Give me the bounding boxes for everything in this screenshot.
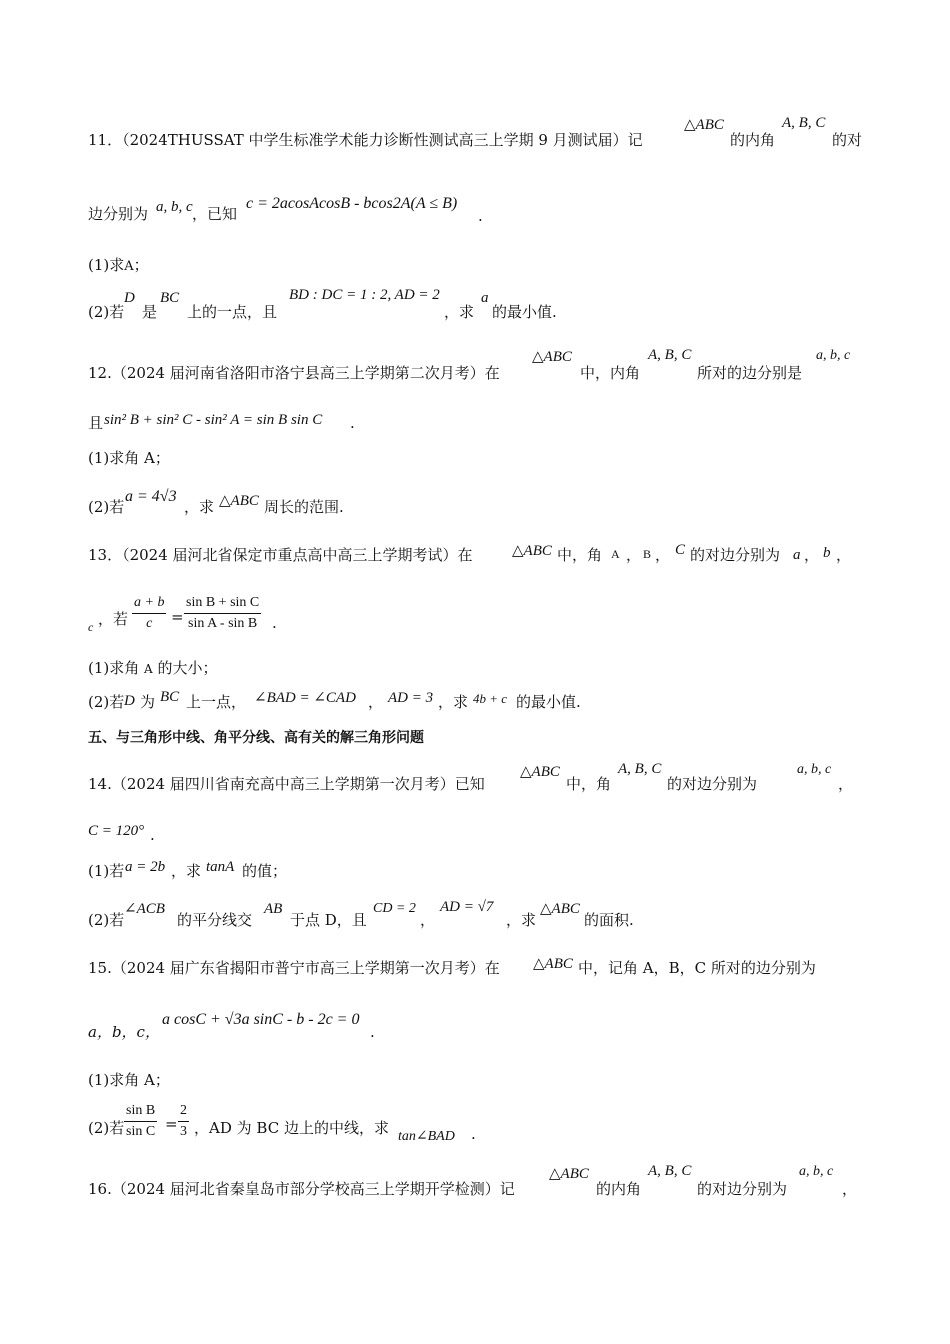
q11-part1: (1)求A；: [88, 256, 149, 274]
q13-text-angle: 中，角: [557, 546, 603, 564]
q14-angle: ∠ACB: [124, 901, 165, 917]
q13-var-bc: BC: [160, 689, 180, 705]
q11-var-a: a: [481, 290, 489, 306]
q15-frac-sin-den: sin C: [126, 1124, 156, 1139]
q14-ad-cond: AD = √7: [440, 899, 494, 915]
q16-angles: A, B, C: [648, 1163, 692, 1179]
q14-header: 14.（2024 届四川省南充高中高三上学期第一次月考）已知: [88, 775, 485, 793]
q13-text-if: ，若: [98, 610, 129, 628]
q12-angles: A, B, C: [648, 347, 692, 363]
q11-text-given: ，已知: [192, 205, 238, 223]
q15-header: 15.（2024 届广东省揭阳市普宁市高三上学期第一次月考）在: [88, 959, 500, 977]
q11-text-opposite: 的对: [832, 131, 863, 149]
q13-frac-left: [132, 596, 166, 631]
q12-text-opposite: 所对的边分别是: [697, 364, 803, 382]
q11-sides: a, b, c: [156, 199, 193, 215]
q11-header: 11．（2024THUSSAT 中学生标准学术能力诊断性测试高三上学期 9 月测试届）记: [88, 131, 643, 149]
q11-text-inner-angle: 的内角: [730, 131, 776, 149]
q14-triangle-2: △ABC: [540, 901, 580, 917]
q11-angles: A, B, C: [782, 115, 826, 131]
q13-text-qiu: ，求: [438, 693, 469, 711]
q13-eq: =: [171, 608, 184, 626]
q12-formula: sin² B + sin² C - sin² A = sin B sin C: [104, 412, 323, 428]
q12-part2-pre: (2)若: [88, 498, 125, 516]
q11-text-qiu: ，求: [444, 303, 475, 321]
q13-comma-2: ，: [655, 546, 671, 564]
q15-frac-ratio-num: 2: [178, 1104, 189, 1122]
q14-text-qiu: ，求: [171, 862, 202, 880]
q13-comma-1: ，: [626, 546, 642, 564]
q12-text-qiu: ，求: [184, 498, 215, 516]
q12-text-inner-angle: 中，内角: [580, 364, 641, 382]
q14-text-area: 的面积.: [584, 911, 634, 929]
q11-text-shi: 是: [142, 303, 158, 321]
q12-text-and: 且: [88, 414, 104, 432]
q13-var-a: a: [793, 547, 801, 563]
q13-angle-cond: ∠BAD = ∠CAD: [254, 690, 356, 706]
q15-triangle: △ABC: [533, 956, 573, 972]
q14-tan: tanA: [206, 859, 235, 875]
q14-sides: a, b, c: [797, 762, 832, 777]
q14-var-ab: AB: [264, 901, 283, 917]
q13-frac-right-num: sin B + sin C: [184, 596, 261, 614]
q13-ad-cond: AD = 3: [388, 690, 434, 706]
q14-text-qiu-2: ，求: [506, 911, 537, 929]
q13-text-wei: 为: [140, 693, 156, 711]
q13-comma-3: ，: [804, 546, 820, 564]
q16-text-inner-angle: 的内角: [596, 1180, 642, 1198]
q12-text-perimeter: 周长的范围.: [264, 498, 344, 516]
q13-text-opposite: 的对边分别为: [690, 546, 781, 564]
q15-text-opposite: 中，记角 A，B，C 所对的边分别为: [578, 959, 816, 977]
q14-text-angle: 中，角: [566, 775, 612, 793]
q14-angles: A, B, C: [618, 761, 662, 777]
q11-formula: c = 2acosAcosB - bcos2A(A ≤ B): [246, 195, 458, 212]
q12-part1: (1)求角 A；: [88, 449, 170, 467]
q13-frac-right-den: sin A - sin B: [188, 616, 258, 631]
q15-period-2: .: [471, 1125, 476, 1143]
q13-var-B: B: [643, 547, 652, 561]
q11-condition: BD : DC = 1 : 2, AD = 2: [289, 287, 440, 303]
q16-text-opposite: 的对边分别为: [697, 1180, 788, 1198]
q14-comma: ，: [838, 775, 854, 793]
q13-comma-5: ，: [368, 693, 384, 711]
q16-header: 16.（2024 届河北省秦皇岛市部分学校高三上学期开学检测）记: [88, 1180, 515, 1198]
q13-part1: (1)求角 A 的大小；: [88, 659, 218, 677]
q14-part1-pre: (1)若: [88, 862, 125, 880]
q12-period: .: [350, 414, 355, 432]
q13-frac-left-den: c: [146, 616, 153, 631]
q16-triangle: △ABC: [549, 1166, 589, 1182]
q14-period: .: [150, 826, 155, 844]
q15-formula: a cosC + √3a sinC - b - 2c = 0: [162, 1011, 360, 1028]
q12-sides: a, b, c: [816, 348, 851, 363]
q15-frac-ratio: [178, 1104, 189, 1139]
q14-triangle: △ABC: [520, 764, 560, 780]
q15-eq: =: [165, 1115, 178, 1133]
q15-part1: (1)求角 A；: [88, 1071, 170, 1089]
q13-var-d: D: [124, 693, 135, 709]
q13-expr: 4b + c: [473, 691, 508, 706]
q16-sides: a, b, c: [799, 1164, 834, 1179]
q14-condition: C = 120°: [88, 823, 145, 839]
q13-frac-right: [184, 596, 261, 631]
q13-triangle: △ABC: [512, 543, 552, 559]
q11-part2-pre: (2)若: [88, 303, 125, 321]
q15-frac-sin-num: sin B: [124, 1104, 157, 1122]
q14-text-value: 的值；: [242, 862, 288, 880]
q12-header: 12.（2024 届河南省洛阳市洛宁县高三上学期第二次月考）在: [88, 364, 500, 382]
q15-frac-sin: [124, 1104, 157, 1139]
q13-frac-left-num: a + b: [132, 596, 166, 614]
q11-text-min: 的最小值.: [492, 303, 557, 321]
q12-triangle-2: △ABC: [219, 493, 259, 509]
q13-period: .: [272, 614, 277, 632]
q11-text-onpoint: 上的一点，且: [187, 303, 278, 321]
q11-triangle: △ABC: [684, 117, 724, 133]
q14-cd-cond: CD = 2: [373, 901, 416, 916]
q13-comma-4: ，: [836, 546, 852, 564]
q11-var-d: D: [124, 290, 135, 306]
q14-part2-pre: (2)若: [88, 911, 125, 929]
q16-comma: ，: [842, 1180, 858, 1198]
q15-sides: a，b，c，: [88, 1023, 160, 1041]
q13-text-point: 上一点，: [186, 693, 247, 711]
q14-text-opposite: 的对边分别为: [667, 775, 758, 793]
q13-var-A: A: [611, 547, 620, 561]
q12-triangle: △ABC: [532, 349, 572, 365]
q14-text-bisector: 的平分线交: [177, 911, 253, 929]
q15-tan-expr: tan∠BAD: [398, 1129, 455, 1144]
section-5-title: 五、与三角形中线、角平分线、高有关的解三角形问题: [88, 730, 424, 746]
q14-comma-2: ，: [420, 911, 436, 929]
q11-text-sides: 边分别为: [88, 205, 149, 223]
q13-header: 13．（2024 届河北省保定市重点高中高三上学期考试）在: [88, 546, 473, 564]
q12-condition: a = 4√3: [125, 488, 177, 505]
q11-period: .: [478, 207, 483, 225]
q15-period: .: [370, 1023, 375, 1041]
q15-text-median: ，AD 为 BC 边上的中线，求: [194, 1119, 389, 1137]
q14-part1-cond: a = 2b: [125, 859, 166, 875]
q13-var-b: b: [823, 545, 831, 561]
q13-var-c: c: [88, 620, 94, 634]
q15-frac-ratio-den: 3: [180, 1124, 187, 1139]
q15-part2-pre: (2)若: [88, 1119, 125, 1137]
q13-part2-pre: (2)若: [88, 693, 125, 711]
q13-var-C: C: [675, 542, 686, 558]
q11-var-bc: BC: [160, 290, 180, 306]
q13-text-min: 的最小值.: [516, 693, 581, 711]
q14-text-point-d: 于点 D，且: [290, 911, 367, 929]
